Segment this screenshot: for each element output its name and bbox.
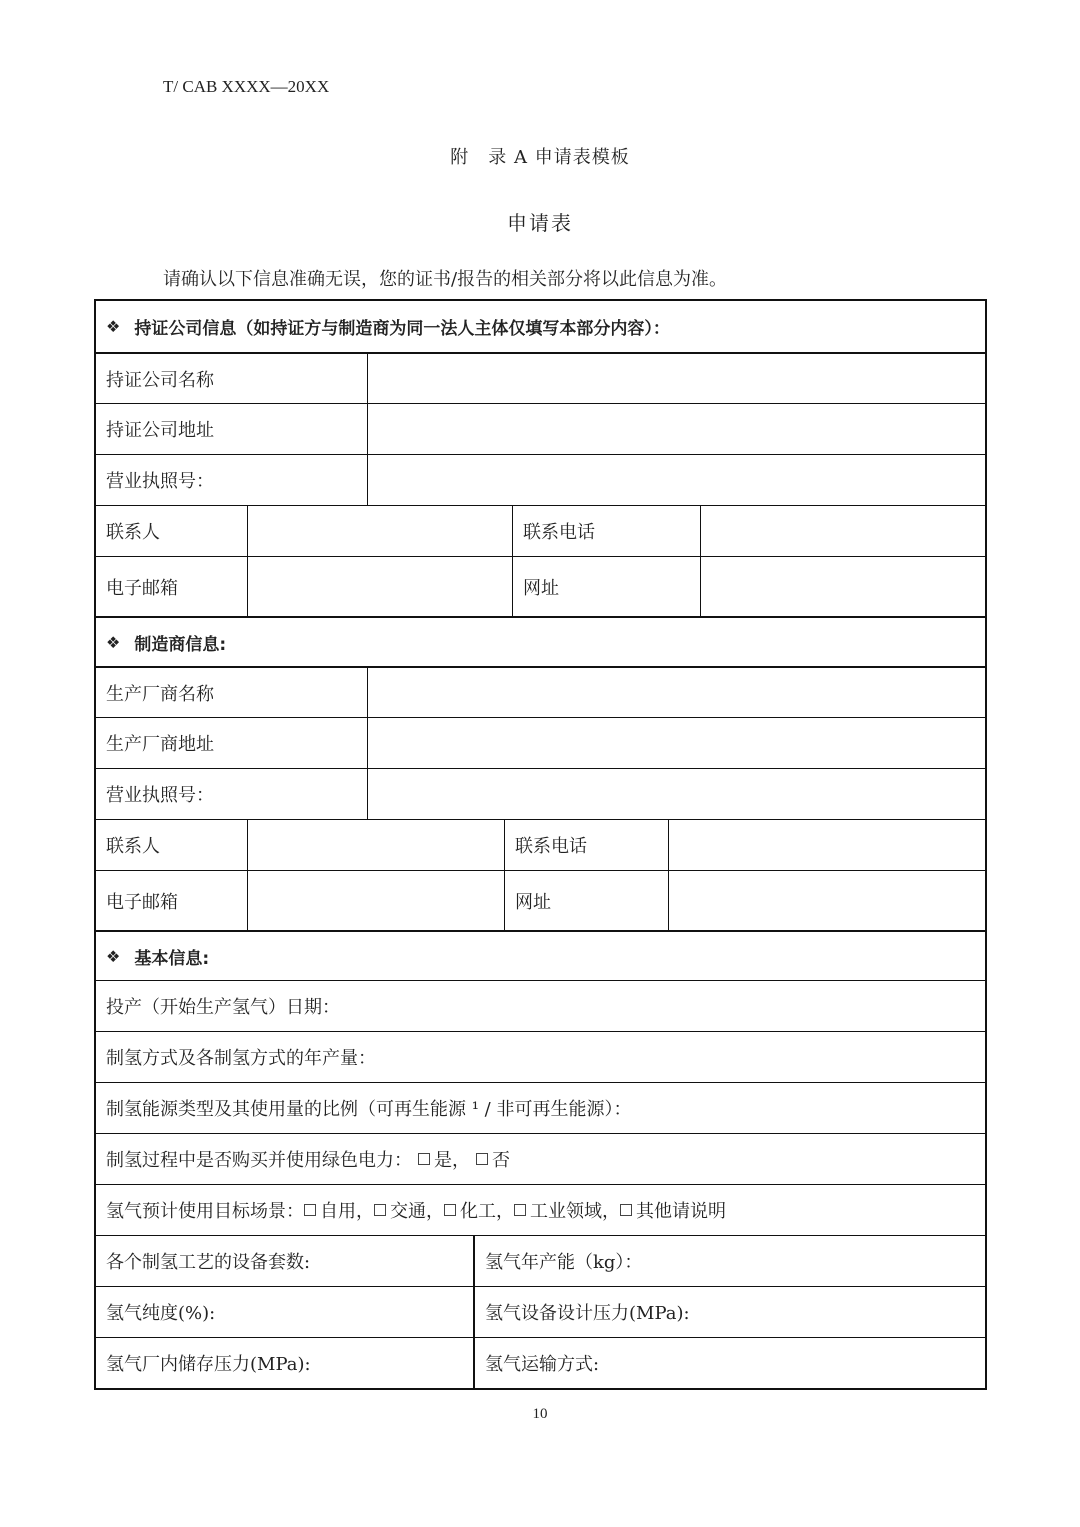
row-company-contact [96, 505, 985, 556]
label-company-name: 持证公司名称 [106, 369, 214, 391]
row-company-email [96, 556, 985, 616]
row-green-power [96, 1133, 985, 1184]
row-maker-email [96, 870, 985, 930]
label-scenario-traffic: 交通， [390, 1201, 444, 1222]
label-maker-contact: 联系人 [106, 836, 160, 857]
intro-text: 请确认以下信息准确无误，您的证书/报告的相关部分将以此信息为准。 [163, 269, 728, 290]
row-maker-contact [96, 819, 985, 870]
field-company-address[interactable] [367, 404, 985, 454]
annex-title: 附 录 A 申请表模板 [450, 147, 630, 168]
checkbox-scenario-traffic[interactable] [374, 1204, 386, 1216]
label-green-no: 否 [492, 1150, 510, 1171]
field-company-license[interactable] [367, 455, 985, 505]
field-company-name[interactable] [367, 354, 985, 403]
row-maker-address [96, 717, 985, 768]
label-scenario: 氢气预计使用目标场景： [106, 1201, 304, 1222]
row-maker-license [96, 768, 985, 819]
label-equipment-sets[interactable]: 各个制氢工艺的设备套数: [106, 1252, 311, 1273]
checkbox-scenario-other[interactable] [620, 1204, 632, 1216]
field-maker-website[interactable] [668, 871, 985, 930]
label-start-date[interactable]: 投产（开始生产氢气）日期： [106, 997, 340, 1018]
label-maker-license: 营业执照号： [106, 785, 214, 806]
label-methods-output[interactable]: 制氢方式及各制氢方式的年产量： [106, 1048, 376, 1069]
label-maker-website: 网址 [504, 871, 668, 930]
label-company-address: 持证公司地址 [106, 420, 214, 441]
field-maker-contact[interactable] [247, 820, 504, 870]
field-maker-license[interactable] [367, 769, 985, 819]
label-company-website: 网址 [512, 557, 700, 616]
label-annual-capacity[interactable]: 氢气年产能（kg）： [473, 1236, 985, 1286]
field-maker-name[interactable] [367, 668, 985, 717]
label-scenario-chemical: 化工， [460, 1201, 514, 1222]
label-green-power: 制氢过程中是否购买并使用绿色电力： [106, 1150, 412, 1171]
label-purity[interactable]: 氢气纯度(%): [106, 1303, 216, 1324]
row-storage-transport [96, 1337, 985, 1388]
row-purity-pressure [96, 1286, 985, 1337]
page-number: 10 [532, 1406, 548, 1422]
section-header-holder [96, 301, 985, 352]
checkbox-scenario-self[interactable] [304, 1204, 316, 1216]
label-storage-pressure[interactable]: 氢气厂内储存压力(MPa): [106, 1354, 311, 1375]
label-maker-phone: 联系电话 [504, 820, 668, 870]
section-title-basic: 基本信息: [134, 948, 210, 969]
field-maker-address[interactable] [367, 718, 985, 768]
row-company-name [96, 352, 985, 403]
checkbox-green-no[interactable] [476, 1153, 488, 1165]
row-scenario [96, 1184, 985, 1235]
diamond-bullet-icon: ❖ [106, 946, 121, 966]
section-title-manufacturer: 制造商信息: [134, 634, 227, 655]
checkbox-scenario-industry[interactable] [514, 1204, 526, 1216]
section-header-manufacturer [96, 616, 985, 666]
label-company-contact: 联系人 [106, 522, 160, 543]
row-company-address [96, 403, 985, 454]
field-company-email[interactable] [247, 557, 512, 616]
application-form [94, 299, 987, 1390]
row-maker-name [96, 666, 985, 717]
field-company-phone[interactable] [700, 506, 985, 556]
checkbox-green-yes[interactable] [418, 1153, 430, 1165]
field-maker-phone[interactable] [668, 820, 985, 870]
label-company-license: 营业执照号： [106, 471, 214, 492]
label-maker-address: 生产厂商地址 [106, 734, 214, 755]
field-company-website[interactable] [700, 557, 985, 616]
label-design-pressure[interactable]: 氢气设备设计压力(MPa): [473, 1287, 985, 1337]
field-maker-email[interactable] [247, 871, 504, 930]
label-company-phone: 联系电话 [512, 506, 700, 556]
label-scenario-industry: 工业领域， [530, 1201, 620, 1222]
diamond-bullet-icon: ❖ [106, 317, 121, 336]
diamond-bullet-icon: ❖ [106, 632, 121, 652]
row-methods-output [96, 1031, 985, 1082]
checkbox-scenario-chemical[interactable] [444, 1204, 456, 1216]
section-title-holder: 持证公司信息（如持证方与制造商为同一法人主体仅填写本部分内容）： [134, 319, 670, 339]
label-energy-ratio[interactable]: 制氢能源类型及其使用量的比例（可再生能源 ¹ / 非可再生能源）： [106, 1099, 632, 1120]
row-start-date [96, 980, 985, 1031]
label-green-yes: 是， [434, 1150, 470, 1171]
label-company-email: 电子邮箱 [106, 577, 178, 599]
row-energy-ratio [96, 1082, 985, 1133]
label-maker-email: 电子邮箱 [106, 891, 178, 913]
row-company-license [96, 454, 985, 505]
label-maker-name: 生产厂商名称 [106, 683, 214, 705]
label-transport[interactable]: 氢气运输方式: [473, 1338, 985, 1388]
label-scenario-self: 自用， [320, 1201, 374, 1222]
form-title: 申请表 [507, 211, 573, 235]
field-company-contact[interactable] [247, 506, 512, 556]
section-header-basic [96, 930, 985, 980]
row-equipment-capacity [96, 1235, 985, 1286]
label-scenario-other: 其他请说明 [636, 1201, 726, 1222]
document-code: T/ CAB XXXX—20XX [163, 77, 330, 96]
